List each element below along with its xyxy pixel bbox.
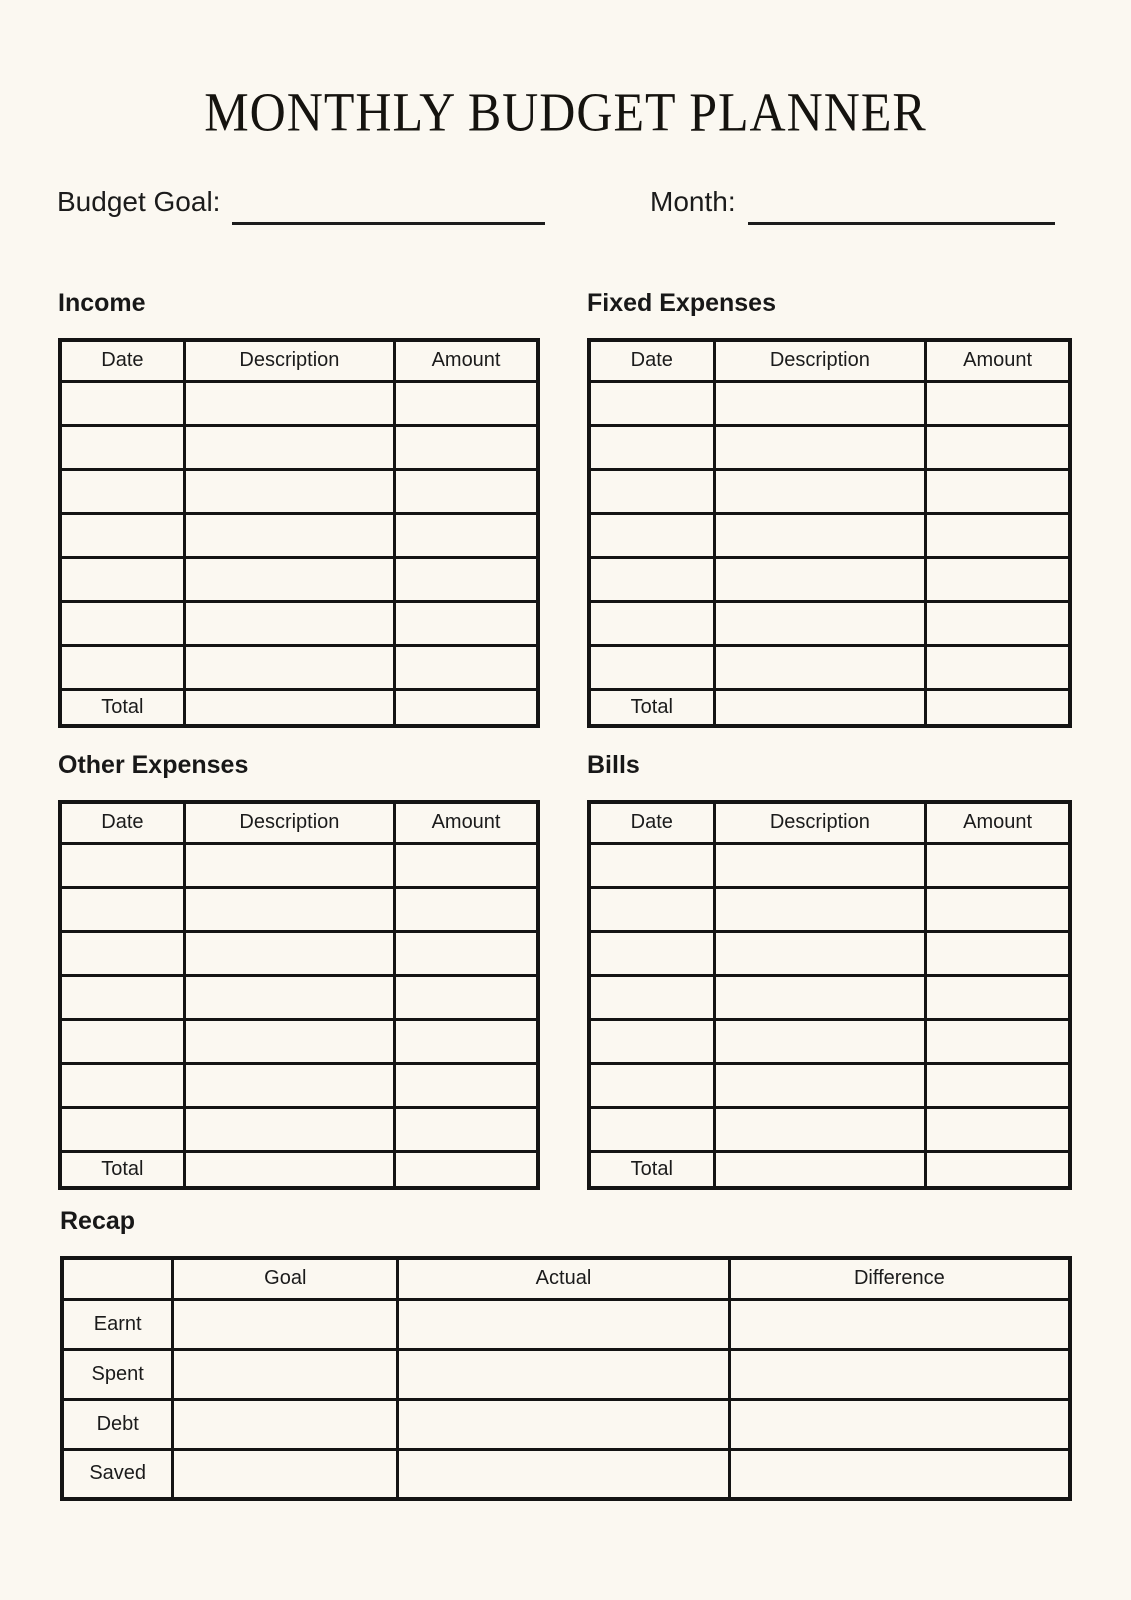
amount-cell[interactable] bbox=[395, 1107, 538, 1151]
date-column-header: Date bbox=[589, 340, 714, 381]
fixed-expenses-row bbox=[589, 601, 1070, 645]
difference-cell[interactable] bbox=[729, 1449, 1070, 1499]
description-cell[interactable] bbox=[184, 601, 394, 645]
amount-cell[interactable] bbox=[926, 601, 1070, 645]
fixed-expenses-row bbox=[589, 513, 1070, 557]
recap-row-debt bbox=[62, 1399, 1070, 1449]
income-total-row bbox=[60, 689, 538, 726]
amount-cell[interactable] bbox=[926, 645, 1070, 689]
amount-cell[interactable] bbox=[395, 557, 538, 601]
date-cell[interactable] bbox=[60, 1019, 184, 1063]
recap-row-label: Earnt bbox=[62, 1299, 173, 1349]
actual-cell[interactable] bbox=[398, 1349, 730, 1399]
amount-cell[interactable] bbox=[926, 513, 1070, 557]
description-cell[interactable] bbox=[714, 469, 926, 513]
income-row bbox=[60, 469, 538, 513]
total-description-cell[interactable] bbox=[714, 689, 926, 726]
total-amount-cell[interactable] bbox=[395, 1151, 538, 1188]
amount-cell[interactable] bbox=[395, 1063, 538, 1107]
date-cell[interactable] bbox=[589, 1063, 714, 1107]
amount-cell[interactable] bbox=[395, 425, 538, 469]
recap-row-saved bbox=[62, 1449, 1070, 1499]
description-cell[interactable] bbox=[184, 887, 394, 931]
total-amount-cell[interactable] bbox=[395, 689, 538, 726]
amount-cell[interactable] bbox=[395, 843, 538, 887]
month-label: Month: bbox=[650, 186, 736, 217]
difference-column-header: Difference bbox=[729, 1258, 1070, 1299]
date-cell[interactable] bbox=[60, 425, 184, 469]
income-section bbox=[58, 288, 540, 728]
bills-row bbox=[589, 1019, 1070, 1063]
income-row bbox=[60, 513, 538, 557]
amount-cell[interactable] bbox=[926, 425, 1070, 469]
budget-goal-input-line[interactable] bbox=[232, 189, 545, 225]
actual-cell[interactable] bbox=[398, 1399, 730, 1449]
date-cell[interactable] bbox=[589, 843, 714, 887]
fixed-expenses-row bbox=[589, 469, 1070, 513]
description-cell[interactable] bbox=[714, 601, 926, 645]
date-cell[interactable] bbox=[589, 887, 714, 931]
description-cell[interactable] bbox=[714, 1063, 926, 1107]
description-cell[interactable] bbox=[714, 1107, 926, 1151]
bills-row bbox=[589, 1063, 1070, 1107]
amount-cell[interactable] bbox=[395, 887, 538, 931]
amount-cell[interactable] bbox=[395, 645, 538, 689]
amount-cell[interactable] bbox=[926, 887, 1070, 931]
recap-table bbox=[60, 1256, 1072, 1501]
description-cell[interactable] bbox=[184, 381, 394, 425]
description-cell[interactable] bbox=[184, 1107, 394, 1151]
goal-cell[interactable] bbox=[173, 1399, 398, 1449]
other-expenses-row bbox=[60, 843, 538, 887]
other-expenses-heading: Other Expenses bbox=[58, 751, 249, 779]
other-expenses-total-row bbox=[60, 1151, 538, 1188]
bills-row bbox=[589, 887, 1070, 931]
description-cell[interactable] bbox=[714, 381, 926, 425]
income-header-row bbox=[60, 340, 538, 381]
date-column-header: Date bbox=[60, 802, 184, 843]
actual-cell[interactable] bbox=[398, 1449, 730, 1499]
income-row bbox=[60, 601, 538, 645]
total-label-cell: Total bbox=[60, 689, 184, 726]
description-cell[interactable] bbox=[714, 557, 926, 601]
recap-corner-cell bbox=[62, 1258, 173, 1299]
amount-cell[interactable] bbox=[926, 469, 1070, 513]
date-cell[interactable] bbox=[589, 931, 714, 975]
amount-cell[interactable] bbox=[926, 975, 1070, 1019]
date-cell[interactable] bbox=[60, 1063, 184, 1107]
recap-row-earnt bbox=[62, 1299, 1070, 1349]
amount-column-header: Amount bbox=[395, 340, 538, 381]
total-label-cell: Total bbox=[589, 1151, 714, 1188]
date-cell[interactable] bbox=[60, 1107, 184, 1151]
date-cell[interactable] bbox=[589, 1107, 714, 1151]
fixed-expenses-total-row bbox=[589, 689, 1070, 726]
amount-cell[interactable] bbox=[395, 601, 538, 645]
date-cell[interactable] bbox=[60, 645, 184, 689]
date-cell[interactable] bbox=[60, 843, 184, 887]
description-cell[interactable] bbox=[184, 931, 394, 975]
income-table bbox=[58, 338, 540, 728]
amount-cell[interactable] bbox=[395, 931, 538, 975]
description-cell[interactable] bbox=[184, 975, 394, 1019]
difference-cell[interactable] bbox=[729, 1299, 1070, 1349]
date-cell[interactable] bbox=[60, 931, 184, 975]
other-expenses-header-row bbox=[60, 802, 538, 843]
month-input-line[interactable] bbox=[748, 189, 1055, 225]
date-cell[interactable] bbox=[60, 557, 184, 601]
date-cell[interactable] bbox=[60, 469, 184, 513]
date-cell[interactable] bbox=[589, 469, 714, 513]
date-column-header: Date bbox=[589, 802, 714, 843]
total-description-cell[interactable] bbox=[714, 1151, 926, 1188]
description-column-header: Description bbox=[184, 802, 394, 843]
amount-cell[interactable] bbox=[395, 469, 538, 513]
recap-heading: Recap bbox=[60, 1207, 136, 1235]
amount-column-header: Amount bbox=[926, 802, 1070, 843]
date-cell[interactable] bbox=[60, 513, 184, 557]
month-field-group bbox=[650, 186, 1055, 218]
amount-cell[interactable] bbox=[926, 843, 1070, 887]
amount-cell[interactable] bbox=[926, 1019, 1070, 1063]
description-cell[interactable] bbox=[714, 513, 926, 557]
recap-header-row bbox=[62, 1258, 1070, 1299]
difference-cell[interactable] bbox=[729, 1399, 1070, 1449]
other-expenses-section bbox=[58, 750, 540, 1190]
fixed-expenses-row bbox=[589, 557, 1070, 601]
description-cell[interactable] bbox=[184, 513, 394, 557]
description-cell[interactable] bbox=[184, 1063, 394, 1107]
amount-cell[interactable] bbox=[926, 931, 1070, 975]
description-column-header: Description bbox=[184, 340, 394, 381]
goal-cell[interactable] bbox=[173, 1299, 398, 1349]
amount-cell[interactable] bbox=[395, 1019, 538, 1063]
date-cell[interactable] bbox=[60, 601, 184, 645]
fixed-expenses-table bbox=[587, 338, 1072, 728]
amount-cell[interactable] bbox=[926, 557, 1070, 601]
total-label-cell: Total bbox=[589, 689, 714, 726]
description-cell[interactable] bbox=[714, 425, 926, 469]
budget-goal-field-group bbox=[57, 186, 545, 218]
bills-header-row bbox=[589, 802, 1070, 843]
date-cell[interactable] bbox=[589, 425, 714, 469]
recap-row-label: Spent bbox=[62, 1349, 173, 1399]
fixed-expenses-section bbox=[587, 288, 1072, 728]
amount-cell[interactable] bbox=[395, 381, 538, 425]
description-cell[interactable] bbox=[714, 931, 926, 975]
income-row bbox=[60, 557, 538, 601]
date-cell[interactable] bbox=[589, 645, 714, 689]
bills-total-row bbox=[589, 1151, 1070, 1188]
description-cell[interactable] bbox=[184, 425, 394, 469]
description-cell[interactable] bbox=[184, 557, 394, 601]
fixed-expenses-row bbox=[589, 381, 1070, 425]
actual-cell[interactable] bbox=[398, 1299, 730, 1349]
date-cell[interactable] bbox=[589, 513, 714, 557]
other-expenses-table bbox=[58, 800, 540, 1190]
amount-column-header: Amount bbox=[395, 802, 538, 843]
other-expenses-row bbox=[60, 1019, 538, 1063]
income-heading: Income bbox=[58, 289, 146, 317]
bills-row bbox=[589, 1107, 1070, 1151]
total-description-cell[interactable] bbox=[184, 689, 394, 726]
total-label-cell: Total bbox=[60, 1151, 184, 1188]
amount-cell[interactable] bbox=[926, 381, 1070, 425]
total-amount-cell[interactable] bbox=[926, 689, 1070, 726]
date-cell[interactable] bbox=[589, 975, 714, 1019]
other-expenses-row bbox=[60, 975, 538, 1019]
goal-cell[interactable] bbox=[173, 1349, 398, 1399]
bills-row bbox=[589, 975, 1070, 1019]
recap-section bbox=[60, 1206, 1072, 1501]
date-cell[interactable] bbox=[60, 381, 184, 425]
fixed-expenses-heading: Fixed Expenses bbox=[587, 289, 776, 317]
amount-column-header: Amount bbox=[926, 340, 1070, 381]
fixed-expenses-header-row bbox=[589, 340, 1070, 381]
bills-section bbox=[587, 750, 1072, 1190]
goal-cell[interactable] bbox=[173, 1449, 398, 1499]
income-row bbox=[60, 381, 538, 425]
other-expenses-row bbox=[60, 931, 538, 975]
budget-goal-label: Budget Goal: bbox=[57, 186, 221, 217]
description-cell[interactable] bbox=[714, 975, 926, 1019]
total-amount-cell[interactable] bbox=[926, 1151, 1070, 1188]
description-cell[interactable] bbox=[714, 887, 926, 931]
description-cell[interactable] bbox=[714, 843, 926, 887]
other-expenses-row bbox=[60, 1107, 538, 1151]
description-cell[interactable] bbox=[184, 843, 394, 887]
amount-cell[interactable] bbox=[926, 1063, 1070, 1107]
amount-cell[interactable] bbox=[395, 513, 538, 557]
bills-row bbox=[589, 843, 1070, 887]
goal-column-header: Goal bbox=[173, 1258, 398, 1299]
amount-cell[interactable] bbox=[395, 975, 538, 1019]
date-cell[interactable] bbox=[589, 381, 714, 425]
amount-cell[interactable] bbox=[926, 1107, 1070, 1151]
description-column-header: Description bbox=[714, 340, 926, 381]
date-cell[interactable] bbox=[589, 1019, 714, 1063]
income-row bbox=[60, 645, 538, 689]
date-cell[interactable] bbox=[589, 601, 714, 645]
bills-table bbox=[587, 800, 1072, 1190]
description-cell[interactable] bbox=[714, 645, 926, 689]
description-cell[interactable] bbox=[184, 469, 394, 513]
recap-row-label: Saved bbox=[62, 1449, 173, 1499]
description-column-header: Description bbox=[714, 802, 926, 843]
recap-row-label: Debt bbox=[62, 1399, 173, 1449]
recap-row-spent bbox=[62, 1349, 1070, 1399]
description-cell[interactable] bbox=[184, 645, 394, 689]
total-description-cell[interactable] bbox=[184, 1151, 394, 1188]
date-cell[interactable] bbox=[589, 557, 714, 601]
income-row bbox=[60, 425, 538, 469]
fixed-expenses-row bbox=[589, 425, 1070, 469]
difference-cell[interactable] bbox=[729, 1349, 1070, 1399]
bills-heading: Bills bbox=[587, 751, 640, 779]
other-expenses-row bbox=[60, 1063, 538, 1107]
description-cell[interactable] bbox=[714, 1019, 926, 1063]
date-column-header: Date bbox=[60, 340, 184, 381]
fixed-expenses-row bbox=[589, 645, 1070, 689]
actual-column-header: Actual bbox=[398, 1258, 730, 1299]
other-expenses-row bbox=[60, 887, 538, 931]
date-cell[interactable] bbox=[60, 975, 184, 1019]
page-title: MONTHLY BUDGET PLANNER bbox=[204, 81, 927, 143]
description-cell[interactable] bbox=[184, 1019, 394, 1063]
date-cell[interactable] bbox=[60, 887, 184, 931]
bills-row bbox=[589, 931, 1070, 975]
